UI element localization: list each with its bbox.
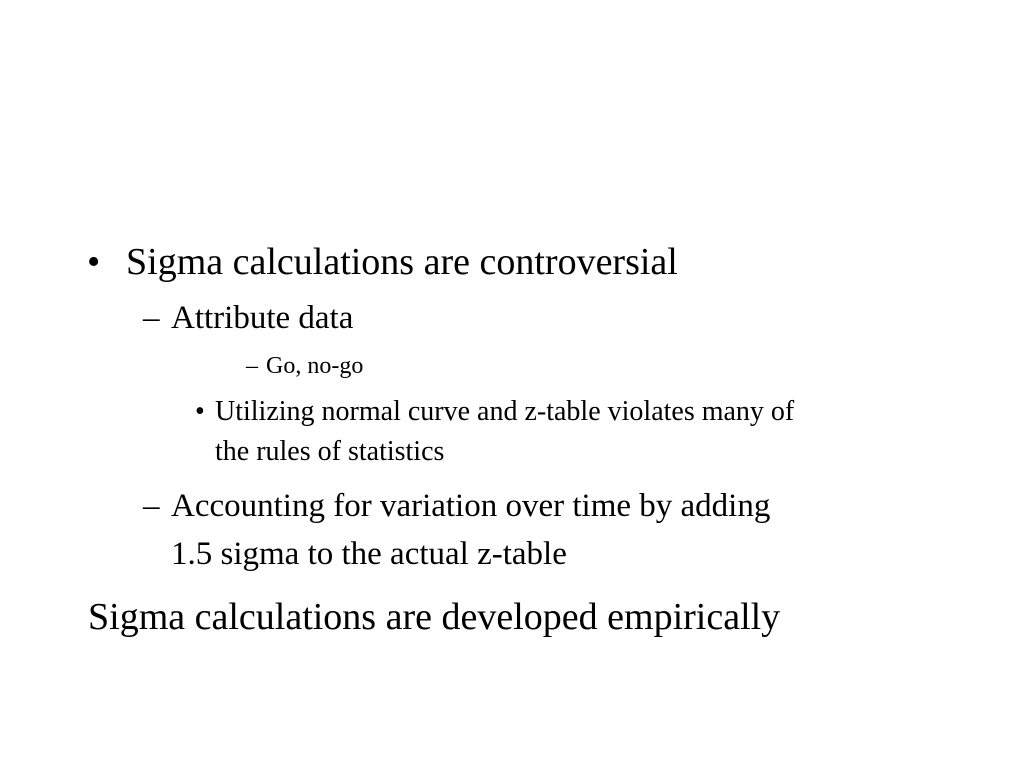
dash-marker: – bbox=[143, 488, 160, 524]
bullet-marker: • bbox=[195, 396, 205, 427]
bullet-text-attribute-data: Attribute data bbox=[171, 300, 354, 336]
bullet-text-accounting-line2: 1.5 sigma to the actual z-table bbox=[171, 536, 567, 572]
bullet-text-normal-curve-line1: Utilizing normal curve and z-table violates many of bbox=[215, 396, 795, 427]
dash-marker: – bbox=[246, 353, 258, 379]
dash-marker: – bbox=[143, 300, 160, 336]
bullet-text-normal-curve-line2: the rules of statistics bbox=[215, 436, 445, 467]
text-sigma-empirically: Sigma calculations are developed empirically bbox=[88, 596, 781, 638]
bullet-text-sigma-controversial: Sigma calculations are controversial bbox=[126, 241, 678, 283]
bullet-text-accounting-line1: Accounting for variation over time by adding bbox=[171, 488, 771, 524]
bullet-text-go-no-go: Go, no-go bbox=[266, 353, 364, 379]
bullet-marker: • bbox=[87, 241, 101, 283]
